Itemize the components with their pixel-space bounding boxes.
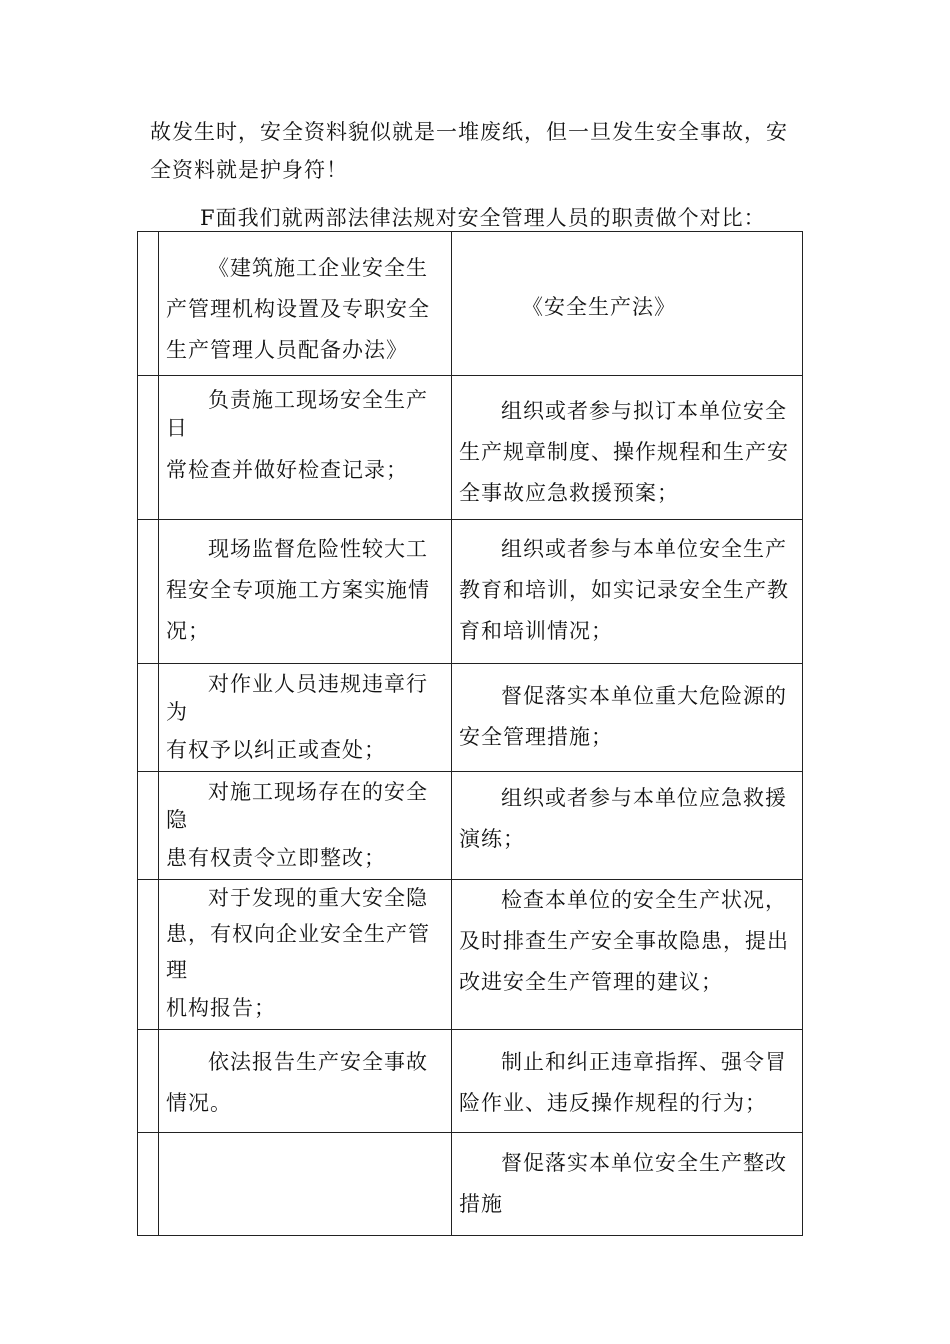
table-row [138, 1133, 803, 1236]
right-text: 制止和纠正违章指挥、强令冒险作业、违反操作规程的行为； [459, 1050, 787, 1115]
index-cell [138, 376, 159, 520]
left-text-a: 负责施工现场安全生产日 [166, 388, 428, 440]
table-row [138, 772, 803, 880]
left-text-b: 机构报告； [166, 996, 276, 1020]
right-cell [452, 772, 803, 880]
left-text-a: 对作业人员违规违章行为 [166, 672, 428, 724]
table-row [138, 1030, 803, 1133]
header-left-cell [159, 232, 452, 376]
index-cell [138, 1030, 159, 1133]
right-cell [452, 880, 803, 1030]
left-text-a: 现场监督危险性较大工程安全专项施工方案实施情况； [166, 537, 430, 643]
left-cell [159, 664, 452, 772]
left-text-a: 对于发现的重大安全隐患，有权向企业安全生产管理 [166, 886, 430, 982]
index-cell [138, 1133, 159, 1236]
right-text: 组织或者参与本单位应急救援演练； [459, 786, 787, 851]
left-cell [159, 520, 452, 664]
index-cell [138, 772, 159, 880]
right-cell [452, 664, 803, 772]
left-text-a: 对施工现场存在的安全隐 [166, 780, 428, 832]
table-row [138, 520, 803, 664]
right-text: 组织或者参与拟订本单位安全生产规章制度、操作规程和生产安全事故应急救援预案； [459, 399, 789, 505]
right-cell [452, 376, 803, 520]
header-right-cell [452, 232, 803, 376]
table-row [138, 880, 803, 1030]
left-text-b: 有权予以纠正或查处； [166, 738, 386, 762]
left-cell [159, 772, 452, 880]
right-text: 组织或者参与本单位安全生产教育和培训，如实记录安全生产教育和培训情况； [459, 537, 789, 643]
intro-line-1: 故发生时，安全资料貌似就是一堆废纸，但一旦发生安全事故，安 [150, 120, 788, 144]
intro-line-2: 全资料就是护身符！ [150, 158, 348, 182]
table-row [138, 376, 803, 520]
index-cell [138, 664, 159, 772]
comparison-table [137, 231, 803, 1236]
index-cell [138, 232, 159, 376]
index-cell [138, 880, 159, 1030]
right-text: 检查本单位的安全生产状况，及时排查生产安全事故隐患，提出改进安全生产管理的建议； [459, 888, 789, 994]
intro-paragraph [150, 113, 810, 189]
index-cell [138, 520, 159, 664]
left-cell [159, 1133, 452, 1236]
left-cell [159, 1030, 452, 1133]
left-text-b: 患有权责令立即整改； [166, 846, 386, 870]
left-cell [159, 376, 452, 520]
right-cell [452, 1133, 803, 1236]
header-right-text: 《安全生产法》 [522, 295, 676, 319]
header-left-text: 《建筑施工企业安全生产管理机构设置及专职安全生产管理人员配备办法》 [166, 256, 430, 362]
table-row [138, 664, 803, 772]
lead-sentence: F面我们就两部法律法规对安全管理人员的职责做个对比： [200, 206, 766, 230]
right-text: 督促落实本单位重大危险源的安全管理措施； [459, 684, 787, 749]
right-cell [452, 520, 803, 664]
left-cell [159, 880, 452, 1030]
right-text: 督促落实本单位安全生产整改措施 [459, 1151, 787, 1216]
left-text-a: 依法报告生产安全事故情况。 [166, 1050, 428, 1115]
table-header-row [138, 232, 803, 376]
right-cell [452, 1030, 803, 1133]
left-text-b: 常检查并做好检查记录； [166, 458, 408, 482]
